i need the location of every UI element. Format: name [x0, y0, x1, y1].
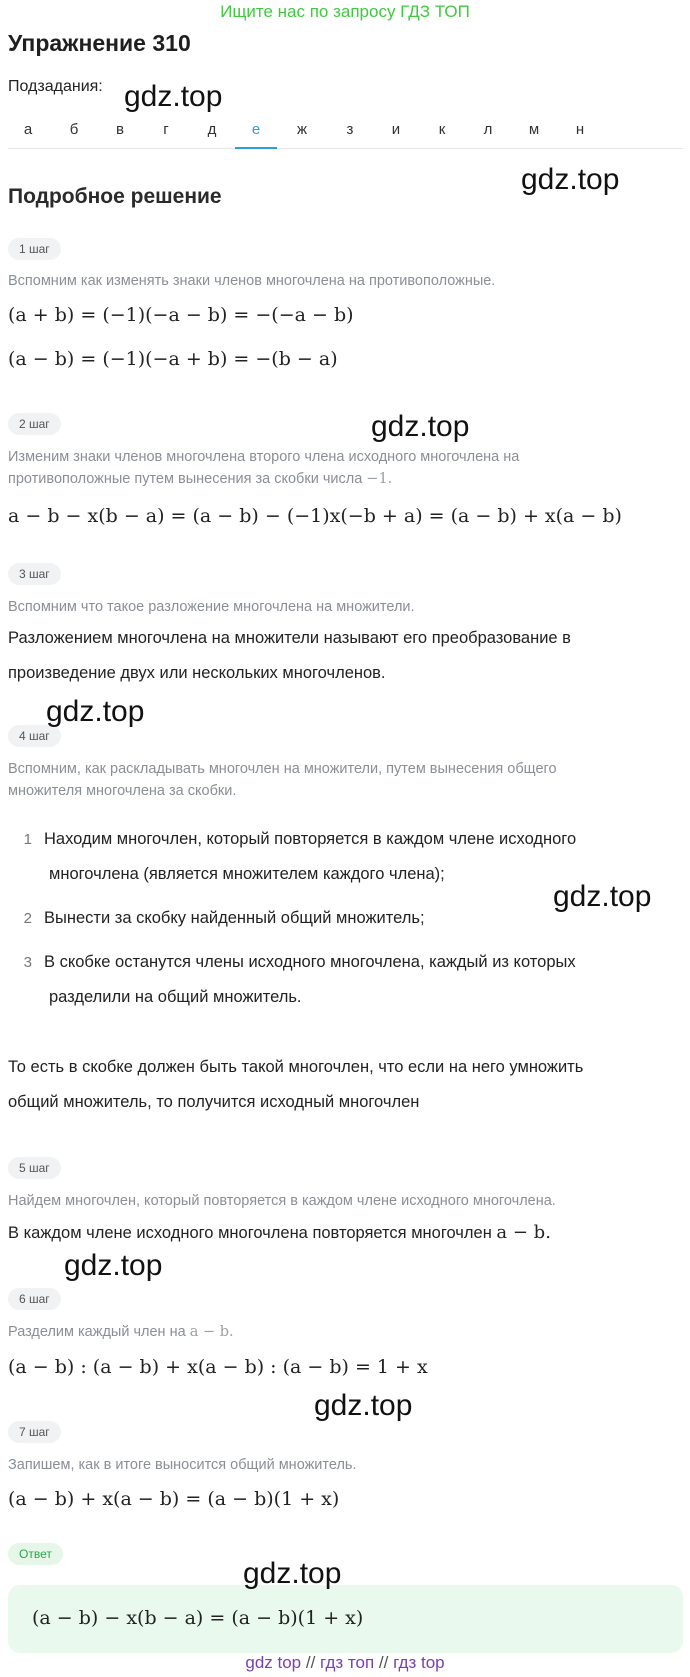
step-text-main: В каждом члене исходного многочлена повторяется многочлен [8, 1224, 492, 1242]
footer-separator: // [305, 1653, 316, 1672]
step-text: произведение двух или нескольких многочленов. [8, 664, 386, 682]
page-title: Упражнение 310 [8, 30, 191, 56]
tab-m[interactable]: м [528, 121, 540, 138]
step-hint-math: −1. [366, 471, 393, 487]
footer-links [0, 1650, 690, 1676]
step-text: общий множитель, то получится исходный многочлен [8, 1093, 420, 1111]
footer-link[interactable]: гдз top [393, 1653, 445, 1672]
step-badge: 6 шаг [8, 1288, 61, 1310]
list-item-number: 2 [23, 910, 32, 927]
list-item-number: 3 [23, 954, 32, 971]
step-hint: Запишем, как в итоге выносится общий множитель. [8, 1457, 357, 1473]
tab-z[interactable]: з [346, 121, 354, 138]
tab-e[interactable]: е [251, 121, 261, 138]
tab-g[interactable]: г [163, 121, 169, 138]
watermark-text: gdz.top [46, 695, 145, 728]
answer-badge: Ответ [8, 1543, 63, 1565]
step-text-math: a − b. [496, 1222, 551, 1243]
step-badge: 7 шаг [8, 1421, 61, 1443]
section-title: Подробное решение [8, 185, 222, 208]
step-hint-text: противоположные путем вынесения за скобки числа [8, 471, 363, 487]
footer-link[interactable]: гдз топ [320, 1653, 375, 1672]
step-hint: Вспомним, как раскладывать многочлен на множители, путем вынесения общего [8, 761, 557, 777]
step-equation: (a − b) + x(a − b) = (a − b)(1 + x) [8, 1488, 340, 1510]
step-hint-text: Разделим каждый член на [8, 1324, 186, 1340]
active-tab-underline [235, 147, 277, 149]
watermark-text: gdz.top [553, 880, 652, 913]
step-hint-math: a − b. [189, 1324, 234, 1340]
step-hint [8, 1321, 234, 1343]
list-item-number: 1 [23, 831, 32, 848]
watermark-text: gdz.top [521, 163, 620, 196]
step-equation: (a − b) : (a − b) + x(a − b) : (a − b) = 1 + x [8, 1356, 428, 1378]
top-banner[interactable]: Ищите нас по запросу ГДЗ ТОП [220, 2, 470, 21]
step-badge: 4 шаг [8, 725, 61, 747]
tab-a[interactable]: а [23, 121, 33, 138]
tab-l[interactable]: л [483, 121, 493, 138]
list-item: В скобке останутся члены исходного многочлена, каждый из которых [44, 953, 576, 971]
watermark-text: gdz.top [243, 1557, 342, 1590]
step-badge: 3 шаг [8, 563, 61, 585]
tab-k[interactable]: к [438, 121, 446, 138]
tab-b[interactable]: б [69, 121, 79, 138]
step-text: То есть в скобке должен быть такой многочлен, что если на него умножить [8, 1058, 584, 1076]
watermark-text: gdz.top [314, 1389, 413, 1422]
list-item: Вынести за скобку найденный общий множитель; [44, 909, 425, 927]
tab-zh[interactable]: ж [296, 121, 308, 138]
subtask-tabs [8, 113, 683, 149]
step-equation: (a + b) = (−1)(−a − b) = −(−a − b) [8, 304, 354, 326]
subtasks-label: Подзадания: [8, 78, 103, 95]
tab-n[interactable]: н [575, 121, 585, 138]
step-equation: a − b − x(b − a) = (a − b) − (−1)x(−b + a) = (a − b) + x(a − b) [8, 505, 622, 527]
watermark-text: gdz.top [64, 1249, 163, 1282]
step-text [8, 1215, 551, 1251]
watermark-text: gdz.top [371, 410, 470, 443]
footer-link[interactable]: gdz top [245, 1653, 302, 1672]
step-hint: Вспомним что такое разложение многочлена на множители. [8, 599, 415, 615]
watermark-text: gdz.top [124, 80, 223, 113]
step-hint: множителя многочлена за скобки. [8, 783, 237, 799]
step-hint: Вспомним как изменять знаки членов многочлена на противоположные. [8, 273, 496, 289]
list-item: Находим многочлен, который повторяется в каждом члене исходного [44, 830, 577, 848]
step-equation: (a − b) = (−1)(−a + b) = −(b − a) [8, 348, 338, 370]
step-hint: Найдем многочлен, который повторяется в каждом члене исходного многочлена. [8, 1193, 556, 1209]
tab-v[interactable]: в [116, 121, 124, 138]
tab-d[interactable]: д [207, 121, 217, 138]
step-badge: 2 шаг [8, 413, 61, 435]
step-hint: Изменим знаки членов многочлена второго члена исходного многочлена на [8, 449, 520, 465]
step-text: Разложением многочлена на множители называют его преобразование в [8, 629, 571, 647]
answer-equation: (a − b) − x(b − a) = (a − b)(1 + x) [32, 1607, 364, 1629]
tab-i[interactable]: и [391, 121, 401, 138]
step-hint [8, 468, 392, 490]
step-badge: 5 шаг [8, 1157, 61, 1179]
footer-separator: // [378, 1653, 389, 1672]
step-badge: 1 шаг [8, 238, 61, 260]
list-item: разделили на общий множитель. [49, 988, 302, 1006]
list-item: многочлена (является множителем каждого члена); [49, 865, 445, 883]
